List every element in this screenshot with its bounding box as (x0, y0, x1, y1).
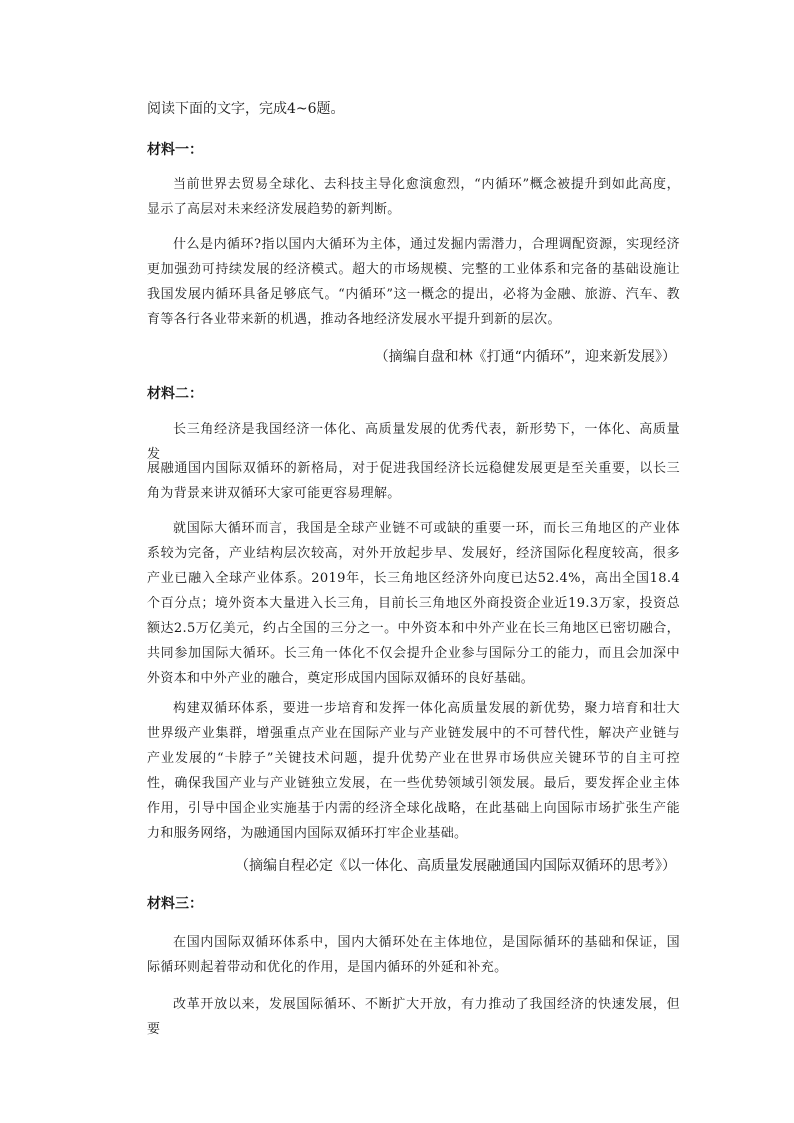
material-two-title: 材料二： (147, 386, 203, 402)
material-two-paragraph-1a: 长三角经济是我国经济一体化、高质量发展的优秀代表，新形势下，一体化、高质量发 (147, 422, 680, 462)
material-three-paragraph-1: 在国内国际双循环体系中，国内大循环处在主体地位，是国际循环的基础和保证，国际循环则起着带动和优化的作用，是国内循环的外延和补充。 (147, 935, 680, 975)
material-two-paragraph-3: 构建双循环体系，要进一步培育和发挥一体化高质量发展的新优势，聚力培育和壮大世界级产业集群，增强重点产业在国际产业与产业链发展中的不可替代性，解决产业链与产业发展的“卡脖子”关键技术问题，提升优势产业在世界市场供应关键环节的自主可控性，确保我国产业与产业链独立发展，在一些优势领域引领发展。最后，要发挥企业主体作用，引导中国企业实施基于内需的经济全球化战略，在此基础上向国际市场扩张生产能力和服务网络，为融通国内国际双循环打牢企业基础。 (147, 701, 680, 841)
material-one-paragraph-2: 什么是内循环?指以国内大循环为主体，通过发掘内需潜力，合理调配资源，实现经济更加强劲可持续发展的经济模式。超大的市场规模、完整的工业体系和完备的基础设施让我国发展内循环具备足够底气。“内循环”这一概念的提出，必将为金融、旅游、汽车、教育等各行各业带来新的机遇，推动各地经济发展水平提升到新的层次。 (147, 237, 680, 327)
material-two-paragraph-1b: 展融通国内国际双循环的新格局，对于促进我国经济长远稳健发展更是至关重要，以长三角为背景来讲双循环大家可能更容易理解。 (147, 461, 680, 501)
reading-instruction: 阅读下面的文字，完成4~6题。 (147, 101, 345, 117)
material-two-paragraph-2: 就国际大循环而言，我国是全球产业链不可或缺的重要一环，而长三角地区的产业体系较为完备，产业结构层次较高，对外开放起步早、发展好，经济国际化程度较高，很多产业已融入全球产业体系。2019年，长三角地区经济外向度已达52.4%，高出全国18.4个百分点；境外资本大量进入长三角，目前长三角地区外商投资企业近19.3万家，投资总额达2.5万亿美元，约占全国的三分之一。中外资本和中外产业在长三角地区已密切融合，共同参加国际大循环。长三角一体化不仅会提升企业参与国际分工的能力，而且会加深中外资本和中外产业的融合，奠定形成国内国际双循环的良好基础。 (147, 521, 680, 686)
material-three-paragraph-2: 改革开放以来，发展国际循环、不断扩大开放，有力推动了我国经济的快速发展，但要 (147, 997, 680, 1037)
material-one-title: 材料一： (147, 142, 203, 158)
material-three-title: 材料三： (147, 896, 203, 912)
material-two-source: （摘编自程必定《以一体化、高质量发展融通国内国际双循环的思考》） (235, 858, 676, 874)
material-one-source: （摘编自盘和林《打通“内循环”，迎来新发展》） (374, 349, 676, 365)
material-one-paragraph-1: 当前世界去贸易全球化、去科技主导化愈演愈烈，“内循环”概念被提升到如此高度，显示了高层对未来经济发展趋势的新判断。 (147, 177, 680, 217)
